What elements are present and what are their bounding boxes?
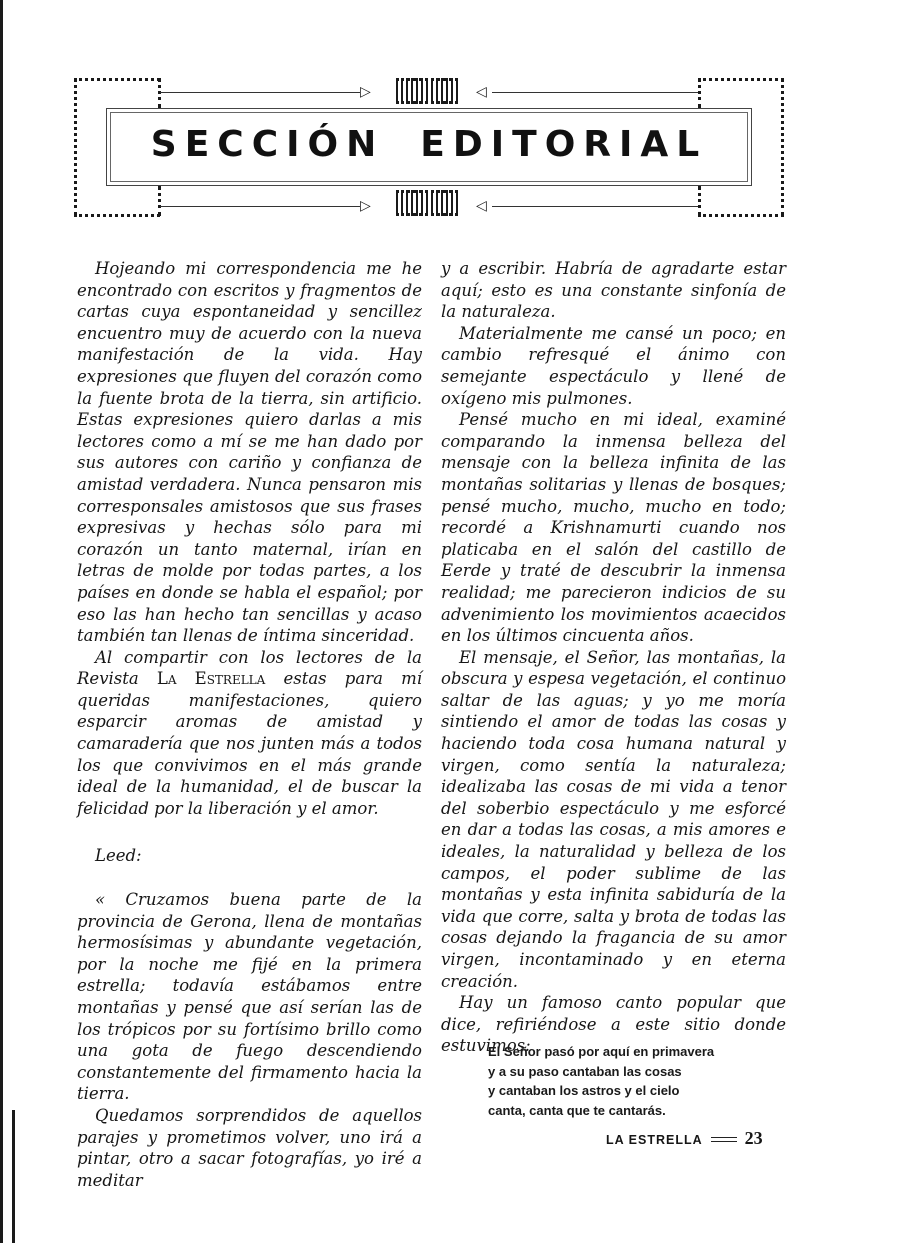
ornament-dotted-line	[698, 214, 784, 217]
paragraph: Hay un famoso canto popular que dice, refiriéndose a este sitio donde estuvimos:	[441, 993, 786, 1056]
ornament-line	[492, 92, 698, 93]
footer-magazine-name: LA ESTRELLA	[606, 1133, 703, 1147]
ornament-line	[492, 206, 698, 207]
poem-line: canta, canta que te cantarás.	[488, 1102, 666, 1118]
ornament-dotted-line	[698, 78, 701, 108]
ornament-dotted-line	[698, 186, 701, 216]
page-footer	[606, 1128, 763, 1149]
ornament-dotted-line	[74, 78, 160, 81]
section-header	[74, 74, 784, 220]
paragraph: Leed:	[95, 846, 142, 866]
footer-dash	[711, 1137, 737, 1142]
ornament-dotted-line	[74, 214, 160, 217]
left-text-column	[77, 258, 422, 1191]
hatched-block-ornament	[396, 190, 458, 216]
ornament-dotted-line	[158, 78, 161, 108]
section-title	[74, 124, 784, 165]
section-title-word-2: EDITORIAL	[420, 124, 708, 165]
paragraph: Al compartir con los lectores de la Revista La Estrella estas para mí queridas manifestaciones, quiero esparcir aromas de amistad y camaradería que nos junten más a todos los que convivimos en el más grande ideal de la humanidad, el de buscar la felicidad por la liberación y el amor.	[77, 647, 422, 818]
poem-line: y cantaban los astros y el cielo	[488, 1083, 680, 1098]
paragraph: « Cruzamos buena parte de la provincia de Gerona, llena de montañas hermosísimas y abundante vegetación, por la noche me fijé en la primera estrella; todavía estábamos entre montañas y pensé que así serían las de los trópicos por su fortísimo brillo como una gota de fuego descendiendo constantemente del firmamento hacia la tierra.	[77, 890, 422, 1104]
left-triangle-icon: ◁	[476, 198, 487, 214]
ornament-dotted-line	[158, 186, 161, 216]
right-text-column	[441, 258, 786, 1057]
ornament-line	[160, 92, 360, 93]
paragraph: Materialmente me cansé un poco; en cambio refresqué el ánimo con semejante espectáculo y llené de oxígeno mis pulmones.	[441, 323, 786, 408]
paragraph: Hojeando mi correspondencia me he encontrado con escritos y fragmentos de cartas cuya espontaneidad y sencillez encuentro muy de acuerdo con la nueva manifestación de la vida. Hay expresiones que fluyen del corazón como la fuente brota de la tierra, sin artificio. Estas expresiones quiero darlas a mis lectores como a mí se me han dado por sus autores con cariño y confianza de amistad verdadera. Nunca pensaron mis corresponsales amistosos que sus frases expresivas y hechas sólo para mi corazón un tanto maternal, irían en letras de molde por todas partes, a los países en donde se habla el español; por eso las han hecho tan sencillas y acaso también tan llenas de íntima sinceridad.	[77, 259, 422, 646]
paragraph: y a escribir. Habría de agradarte estar aquí; esto es una constante sinfonía de la naturaleza.	[441, 259, 786, 322]
magazine-name: La Estrella	[156, 669, 266, 689]
left-triangle-icon: ◁	[476, 84, 487, 100]
ornament-dotted-line	[698, 78, 784, 81]
hatched-block-ornament	[396, 78, 458, 104]
page-number: 23	[744, 1128, 763, 1148]
paragraph: Quedamos sorprendidos de aquellos parajes y prometimos volver, uno irá a pintar, otro a sacar fotografías, yo iré a meditar	[77, 1105, 422, 1190]
page-edge-rule	[0, 0, 3, 1243]
ornament-line	[160, 206, 360, 207]
poem-line: El Señor pasó por aquí en primavera	[488, 1044, 715, 1059]
paragraph: El mensaje, el Señor, las montañas, la obscura y espesa vegetación, el continuo saltar de las aguas; y yo me moría sintiendo el amor de todas las cosas y haciendo toda cosa humana natural y virgen, como sentía la naturaleza; idealizaba las cosas de mi vida a tenor del soberbio espectáculo y me esforcé en dar a todas las cosas, a mis amores e ideales, la naturalidad y belleza de los campos, el poder sublime de las montañas y esta infinita sabiduría de la vida que corre, salta y brota de todas las cosas dejando la fragancia de su amor virgen, incontaminado y en eterna creación.	[441, 647, 786, 991]
poem-line: y a su paso cantaban las cosas	[488, 1063, 682, 1079]
section-title-word-1: SECCIÓN	[150, 124, 385, 165]
poem-quote	[488, 1042, 788, 1120]
right-triangle-icon: ▷	[360, 84, 371, 100]
right-triangle-icon: ▷	[360, 198, 371, 214]
page-edge-rule-lower	[12, 1110, 15, 1243]
paragraph: Pensé mucho en mi ideal, examiné comparando la inmensa belleza del mensaje con la belleza infinita de las montañas solitarias y llenas de bosques; pensé mucho, mucho, mucho en todo; recordé a Krishnamurti cuando nos platicaba en el salón del castillo de Eerde y traté de descubrir la inmensa realidad; me parecieron indicios de su advenimiento los movimientos acaecidos en los últimos cincuenta años.	[441, 410, 786, 646]
